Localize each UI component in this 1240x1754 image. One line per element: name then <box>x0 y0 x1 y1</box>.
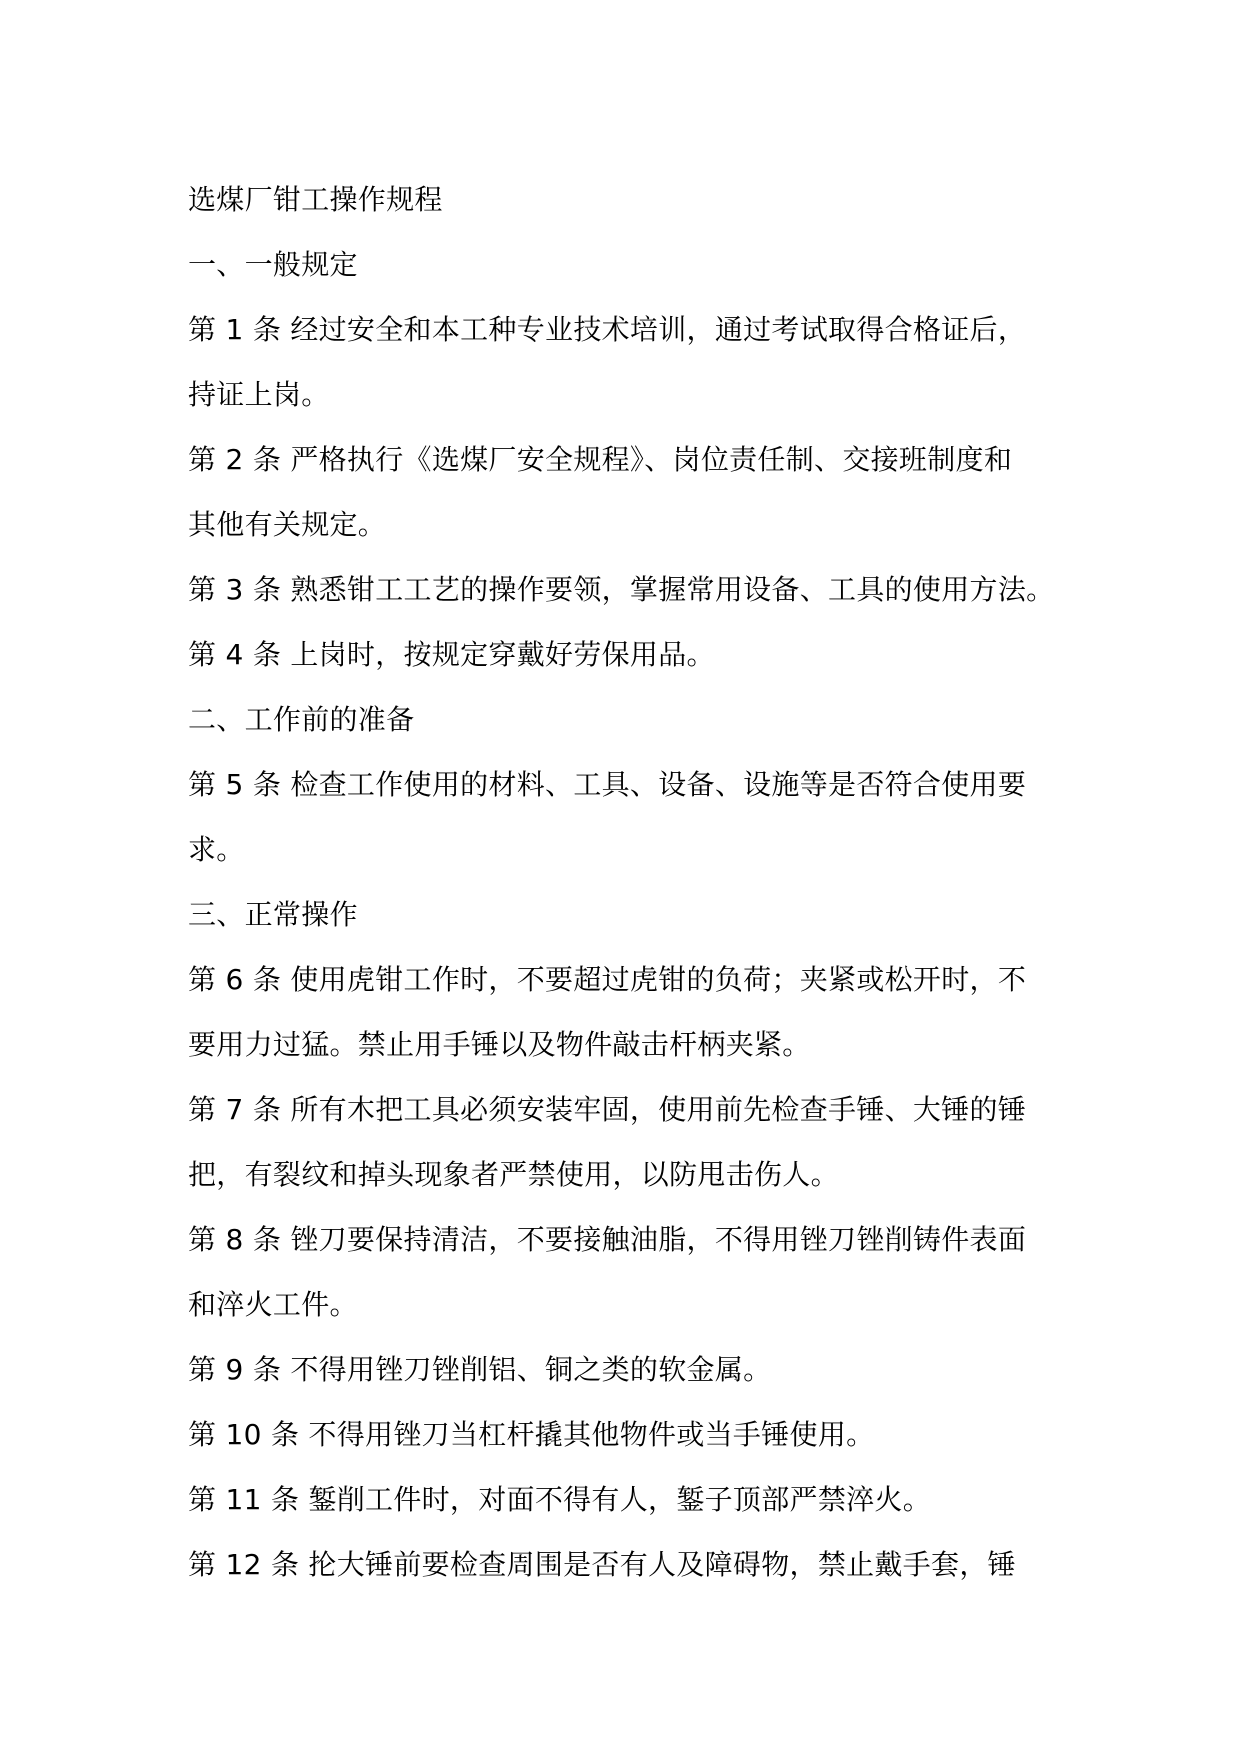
article-5-line-1: 第 5 条 检查工作使用的材料、工具、设备、设施等是否符合使用要 <box>188 768 1027 801</box>
document-title: 选煤厂钳工操作规程 <box>188 183 443 216</box>
document-body <box>188 167 1068 1597</box>
article-7-line-2: 把，有裂纹和掉头现象者严禁使用，以防甩击伤人。 <box>188 1158 839 1191</box>
section-heading-general: 一、一般规定 <box>188 248 358 281</box>
article-3: 第 3 条 熟悉钳工工艺的操作要领，掌握常用设备、工具的使用方法。 <box>188 573 1055 606</box>
article-4: 第 4 条 上岗时，按规定穿戴好劳保用品。 <box>188 638 715 671</box>
article-2-line-1: 第 2 条 严格执行《选煤厂安全规程》、岗位责任制、交接班制度和 <box>188 443 1013 476</box>
article-1-line-2: 持证上岗。 <box>188 378 330 411</box>
article-11: 第 11 条 錾削工件时，对面不得有人，錾子顶部严禁淬火。 <box>188 1483 932 1516</box>
section-heading-operation: 三、正常操作 <box>188 898 358 931</box>
article-7-line-1: 第 7 条 所有木把工具必须安装牢固，使用前先检查手锤、大锤的锤 <box>188 1093 1027 1126</box>
article-9: 第 9 条 不得用锉刀锉削铝、铜之类的软金属。 <box>188 1353 772 1386</box>
article-2-line-2: 其他有关规定。 <box>188 508 387 541</box>
article-8-line-2: 和淬火工件。 <box>188 1288 358 1321</box>
article-8-line-1: 第 8 条 锉刀要保持清洁，不要接触油脂，不得用锉刀锉削铸件表面 <box>188 1223 1027 1256</box>
article-5-line-2: 求。 <box>188 833 245 866</box>
article-6-line-2: 要用力过猛。禁止用手锤以及物件敲击杆柄夹紧。 <box>188 1028 811 1061</box>
article-6-line-1: 第 6 条 使用虎钳工作时，不要超过虎钳的负荷；夹紧或松开时，不 <box>188 963 1027 996</box>
section-heading-preparation: 二、工作前的准备 <box>188 703 415 736</box>
article-10: 第 10 条 不得用锉刀当杠杆撬其他物件或当手锤使用。 <box>188 1418 875 1451</box>
article-1-line-1: 第 1 条 经过安全和本工种专业技术培训，通过考试取得合格证后， <box>188 313 1027 346</box>
article-12-line-1: 第 12 条 抡大锤前要检查周围是否有人及障碍物，禁止戴手套，锤 <box>188 1548 1016 1581</box>
